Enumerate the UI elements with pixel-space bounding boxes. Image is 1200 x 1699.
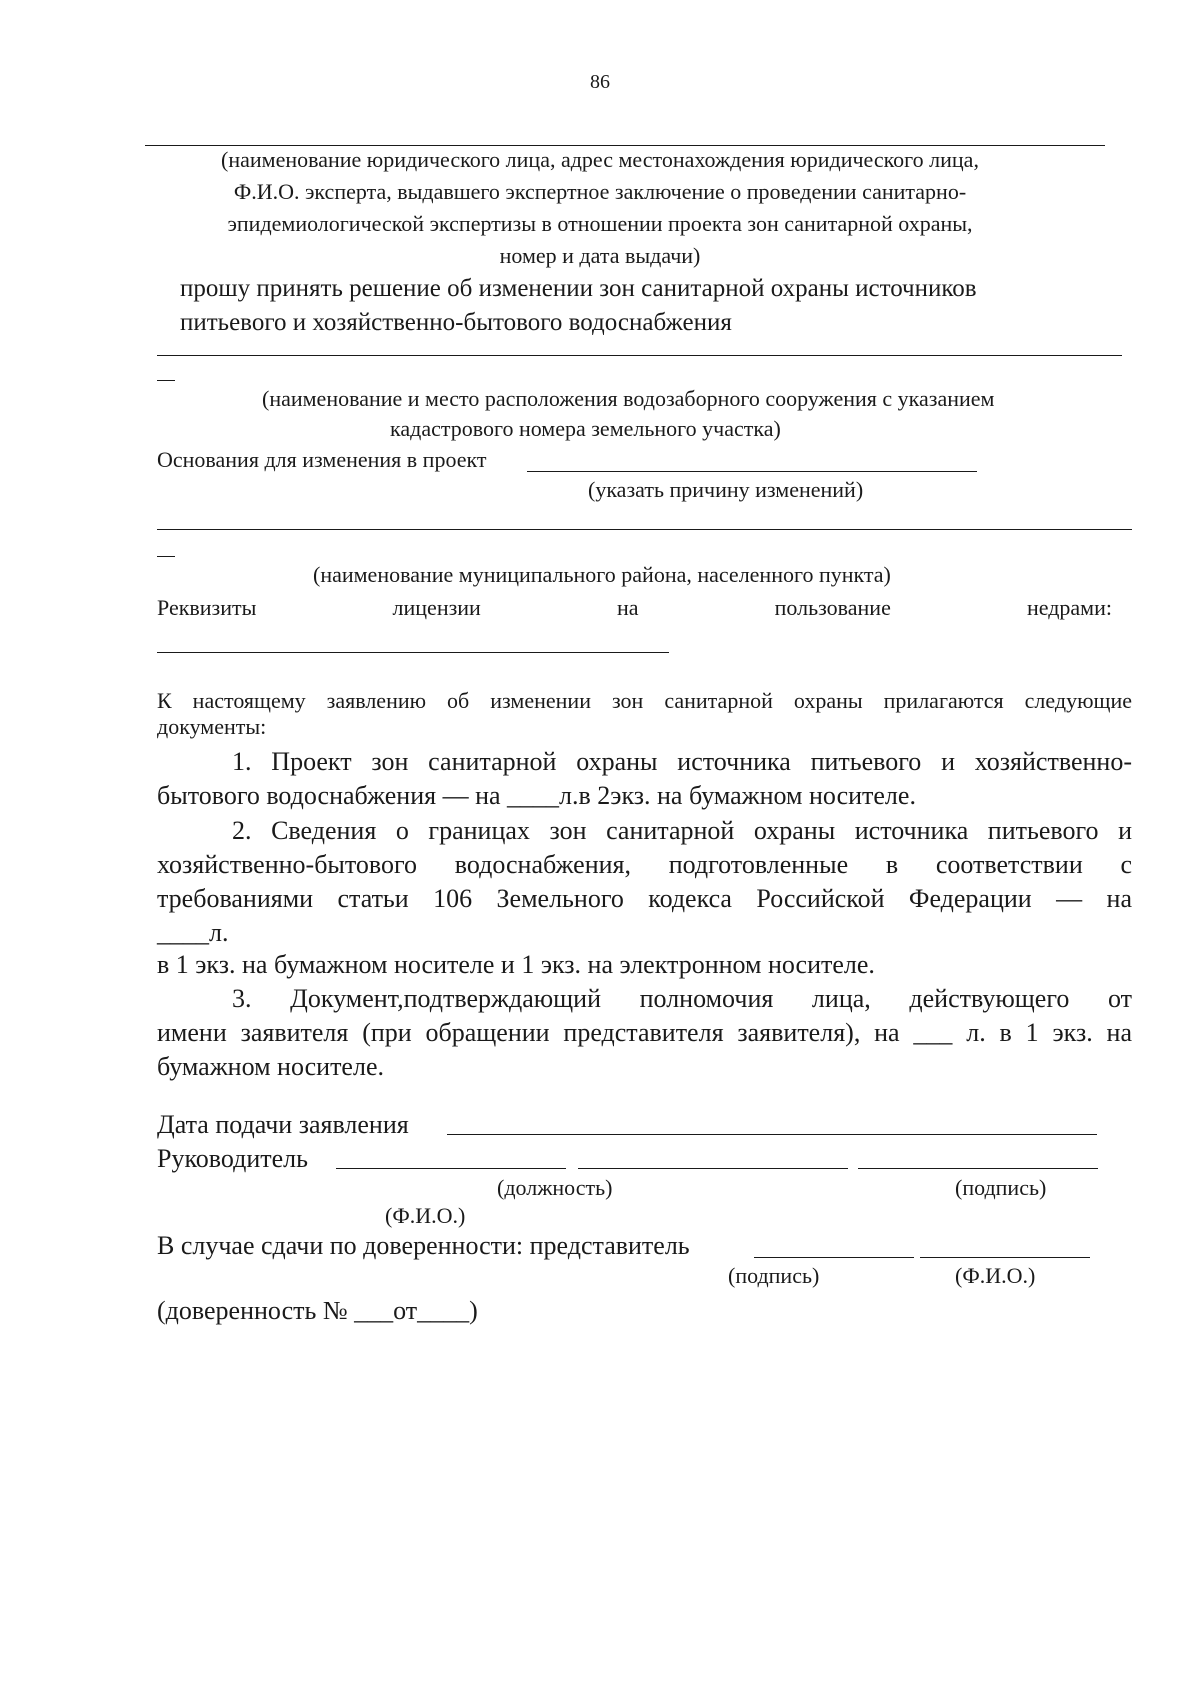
license-word-4: пользование [774,595,891,620]
grounds-label: Основания для изменения в проект [157,447,487,472]
item-1-line-2: бытового водоснабжения — на ____л.в 2экз. на бумажном носителе. [157,781,916,810]
item-3-line-2: имени заявителя (при обращении представителя заявителя), на ___ л. в 1 экз. на [157,1018,1132,1047]
item-3-line-1: 3. Документ,подтверждающий полномочия лица, действующего от [232,984,1132,1013]
caption-district: (наименование муниципального района, населенного пункта) [313,562,891,587]
head-label: Руководитель [157,1144,308,1173]
caption-reason: (указать причину изменений) [588,477,864,502]
position-caption: (должность) [497,1175,613,1200]
signature-caption: (подпись) [955,1175,1047,1200]
request-line-2: питьевого и хозяйственно-бытового водоснабжения [180,309,732,336]
proxy-label: В случае сдачи по доверенности: представитель [157,1231,690,1260]
item-2-line-5: в 1 экз. на бумажном носителе и 1 экз. на электронном носителе. [157,950,875,979]
license-line [157,597,1112,619]
attachments-intro-line-2: документы: [157,714,267,739]
item-2-line-2: хозяйственно-бытового водоснабжения, подготовленные в соответствии с [157,850,1132,879]
license-fill-line [157,652,669,653]
caption-intake-line-2: кадастрового номера земельного участка) [390,416,781,441]
caption-legal-entity-line-1: (наименование юридического лица, адрес местонахождения юридического лица, [221,147,979,172]
proxy-fill-line-1 [754,1257,914,1258]
item-1-line-1: 1. Проект зон санитарной охраны источника питьевого и хозяйственно- [232,747,1132,776]
district-fill-line [157,529,1132,530]
page-number: 86 [590,71,610,93]
item-2-line-4: ____л. [157,918,229,947]
caption-legal-entity-line-2: Ф.И.О. эксперта, выдавшего экспертное заключение о проведении санитарно- [233,179,967,204]
head-fill-line-2 [578,1168,848,1169]
attachments-intro-line-1: К настоящему заявлению об изменении зон санитарной охраны прилагаются следующие [157,688,1132,713]
proxy-document: (доверенность № ___от____) [157,1296,478,1325]
request-line-1: прошу принять решение об изменении зон санитарной охраны источников [180,275,977,302]
caption-intake-line-1: (наименование и место расположения водозаборного сооружения с указанием [262,386,995,411]
license-word-1: Реквизиты [157,595,257,620]
head-fill-line-3 [858,1168,1098,1169]
proxy-fio-caption: (Ф.И.О.) [955,1263,1036,1288]
item-2-line-1: 2. Сведения о границах зон санитарной охраны источника питьевого и [232,816,1132,845]
legal-entity-fill-line [145,145,1105,146]
date-fill-line [447,1134,1097,1135]
head-fill-line-1 [336,1168,566,1169]
proxy-fill-line-2 [920,1257,1090,1258]
item-2-line-3: требованиями статьи 106 Земельного кодекса Российской Федерации — на [157,884,1132,913]
license-word-3: на [616,595,639,620]
grounds-fill-line [527,471,977,472]
intake-fill-dash [157,380,175,381]
caption-legal-entity-line-3: эпидемиологической экспертизы в отношении проекта зон санитарной охраны, [227,211,973,236]
intake-fill-line [157,355,1122,356]
district-fill-dash [157,556,175,557]
item-3-line-3: бумажном носителе. [157,1052,384,1081]
license-word-2: лицензии [392,595,481,620]
caption-legal-entity-line-4: номер и дата выдачи) [499,243,701,268]
fio-caption: (Ф.И.О.) [385,1203,466,1228]
date-label: Дата подачи заявления [157,1110,409,1139]
proxy-signature-caption: (подпись) [728,1263,820,1288]
license-word-5: недрами: [1026,595,1112,620]
